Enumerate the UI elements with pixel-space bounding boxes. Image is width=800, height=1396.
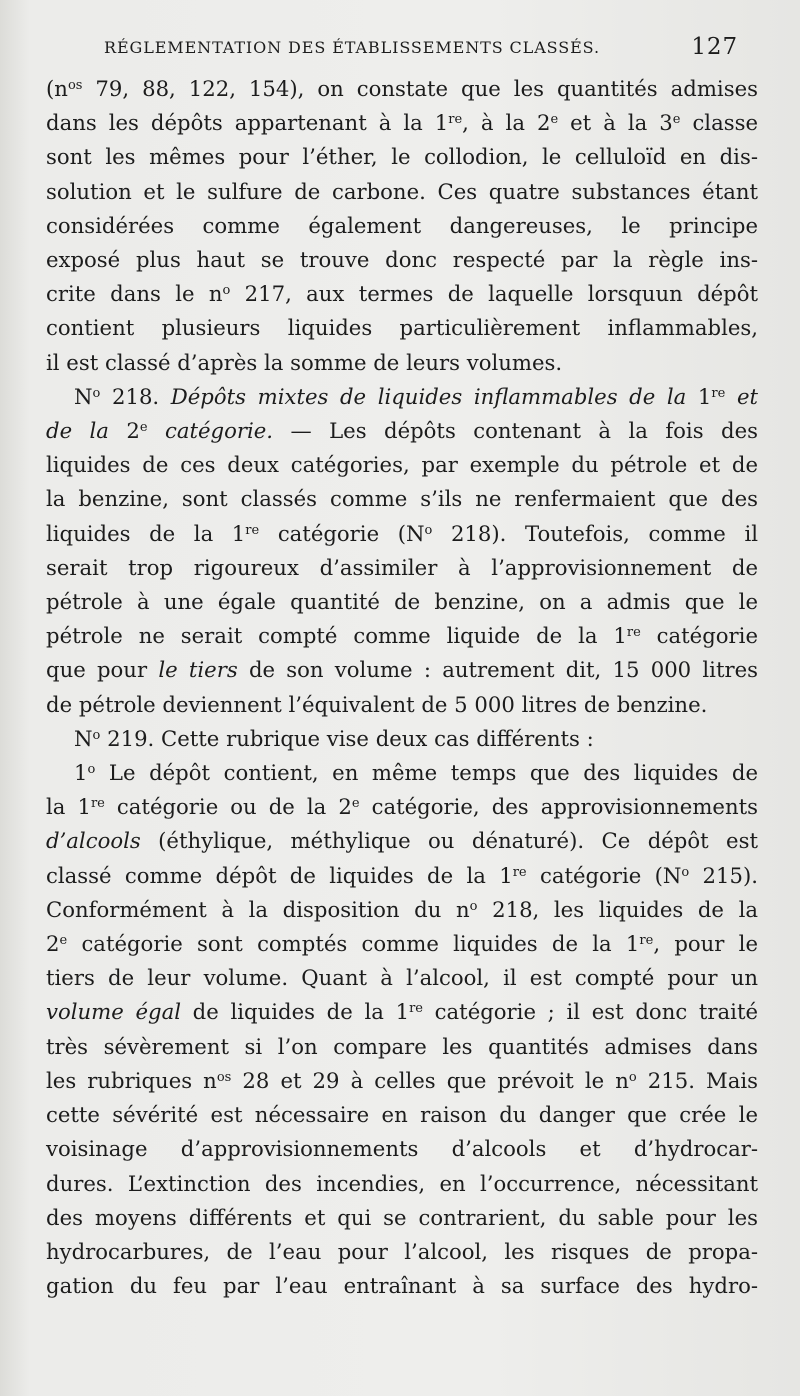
italic-text: le tiers: [158, 657, 238, 683]
text-run: catégorie ou de la 2: [104, 794, 352, 820]
text-line: [46, 277, 758, 311]
superscript: re: [512, 864, 527, 880]
text-line: [46, 995, 758, 1029]
text-line: [46, 927, 758, 961]
text-run: liquides de ces deux catégories, par exemple du pétrole et de: [46, 452, 758, 478]
superscript: e: [59, 933, 68, 949]
text-run: exposé plus haut se trouve donc respecté par la règle ins-: [46, 247, 758, 273]
text-run: 218, les liquides de la: [477, 896, 758, 922]
superscript: e: [550, 112, 559, 128]
text-run: gation du feu par l’eau entraînant à sa surface des hydro-: [46, 1273, 758, 1299]
text-line: [46, 209, 758, 243]
text-run: 215. Mais: [636, 1067, 759, 1093]
text-run: catégorie: [640, 623, 758, 649]
text-line: [46, 1201, 758, 1235]
superscript: o: [87, 762, 96, 778]
text-run: dans les dépôts appartenant à la 1: [46, 110, 449, 136]
text-run: catégorie ; il est donc traité: [422, 999, 759, 1025]
text-run: catégorie (N: [259, 520, 425, 546]
text-run: solution et le sulfure de carbone. Ces quatre substances étant: [46, 178, 758, 204]
text-run: contient plusieurs liquides particulièrement inflammables,: [46, 315, 758, 341]
superscript: re: [245, 522, 260, 538]
superscript: re: [90, 796, 105, 812]
superscript: o: [92, 385, 101, 401]
superscript: o: [681, 864, 690, 880]
text-run: catégorie sont comptés comme liquides de la 1: [67, 931, 640, 957]
superscript: re: [448, 112, 463, 128]
italic-text: d’alcools: [46, 828, 141, 854]
text-run: Conformément à la disposition du n: [46, 896, 470, 922]
text-run: classé comme dépôt de liquides de la 1: [46, 862, 513, 888]
text-run: 1: [74, 760, 88, 786]
text-run: 2: [46, 931, 60, 957]
text-run: tiers de leur volume. Quant à l’alcool, il est compté pour un: [46, 965, 758, 991]
text-run: N: [74, 725, 93, 751]
text-run: n: [54, 76, 68, 101]
text-line: [46, 1132, 758, 1166]
text-run: N: [74, 383, 93, 409]
text-line: [46, 346, 758, 380]
text-line: [46, 790, 758, 824]
text-run: Le dépôt contient, en même temps que des liquides de: [95, 760, 758, 786]
superscript: o: [469, 898, 478, 914]
text-line: [46, 517, 758, 551]
text-run: (éthylique, méthylique ou dénaturé). Ce dépôt est: [140, 828, 758, 854]
text-line: [46, 722, 758, 756]
superscript: e: [672, 112, 681, 128]
text-line: [46, 1064, 758, 1098]
text-line: [46, 243, 758, 277]
text-run: , à la 2: [462, 110, 551, 136]
text-run: 79, 88, 122, 154), on constate que les quantités admises: [82, 76, 758, 101]
text-run: crite dans le n: [46, 281, 223, 307]
text-run: classe: [680, 110, 758, 136]
text-run: très sévèrement si l’on compare les quantités admises dans: [46, 1033, 758, 1059]
superscript: e: [351, 796, 360, 812]
superscript: o: [424, 522, 433, 538]
text-run: de liquides de la 1: [180, 999, 410, 1025]
text-line: [46, 482, 758, 516]
text-run: des moyens différents et qui se contrarient, du sable pour les: [46, 1204, 758, 1230]
body-text: [46, 72, 758, 1303]
text-run: 28 et 29 à celles que prévoit le n: [231, 1067, 629, 1093]
text-run: et à la 3: [558, 110, 673, 136]
running-title: RÉGLEMENTATION DES ÉTABLISSEMENTS CLASSÉS.: [104, 38, 600, 57]
superscript: re: [626, 625, 641, 641]
italic-text: volume égal: [46, 999, 181, 1025]
text-line: [46, 688, 758, 722]
text-run: pétrole à une égale quantité de benzine, on a admis que le: [46, 589, 758, 615]
text-run: serait trop rigoureux d’assimiler à l’approvisionnement de: [46, 554, 758, 580]
text-run: catégorie, des approvisionnements: [359, 794, 759, 820]
text-run: hydrocarbures, de l’eau pour l’alcool, les risques de propa-: [46, 1238, 758, 1264]
text-run: que pour: [46, 657, 159, 683]
superscript: re: [639, 933, 654, 949]
text-run: 218). Toutefois, comme il: [432, 520, 758, 546]
running-header: [100, 34, 740, 64]
text-run: 218.: [100, 383, 171, 409]
text-run: voisinage d’approvisionnements d’alcools et d’hydrocar-: [46, 1136, 758, 1162]
superscript: re: [711, 385, 726, 401]
text-line: [46, 1235, 758, 1269]
text-run: (: [46, 76, 55, 101]
superscript: re: [409, 1001, 423, 1017]
text-line: [46, 1269, 758, 1303]
text-run: 215).: [689, 862, 758, 888]
text-line: [46, 1030, 758, 1064]
text-line: [46, 961, 758, 995]
text-run: 217, aux termes de laquelle lorsquun dépôt: [230, 281, 759, 307]
text-line: [46, 585, 758, 619]
superscript: o: [628, 1069, 637, 1085]
text-run: considérées comme également dangereuses, le principe: [46, 212, 758, 238]
text-run: il est classé d’après la somme de leurs volumes.: [46, 349, 563, 375]
text-run: la 1: [46, 794, 91, 820]
text-run: dures. L’extinction des incendies, en l’occurrence, nécessitant: [46, 1170, 758, 1196]
text-line: [46, 414, 758, 448]
page-number: 127: [691, 34, 738, 60]
text-run: 2: [126, 418, 140, 444]
superscript: o: [222, 283, 231, 299]
text-line: [46, 72, 758, 106]
text-line: [46, 893, 758, 927]
text-run: cette sévérité est nécessaire en raison du danger que crée le: [46, 1102, 758, 1128]
superscript: os: [67, 78, 83, 93]
text-line: [46, 824, 758, 858]
text-run: de son volume : autrement dit, 15 000 litres: [237, 657, 759, 683]
text-line: [46, 1167, 758, 1201]
text-run: catégorie (N: [526, 862, 682, 888]
text-run: les rubriques n: [46, 1067, 217, 1093]
text-line: [46, 756, 758, 790]
text-line: [46, 448, 758, 482]
text-line: [46, 619, 758, 653]
text-line: [46, 380, 758, 414]
text-run: 1: [697, 383, 712, 409]
text-line: [46, 1098, 758, 1132]
text-line: [46, 859, 758, 893]
italic-text: catégorie.: [147, 418, 274, 444]
text-line: [46, 551, 758, 585]
text-run: sont les mêmes pour l’éther, le collodion, le celluloïd en dis-: [46, 144, 758, 170]
text-run: pétrole ne serait compté comme liquide de la 1: [46, 623, 627, 649]
italic-text: et: [725, 383, 758, 409]
text-line: [46, 653, 758, 687]
text-line: [46, 175, 758, 209]
text-line: [46, 140, 758, 174]
text-line: [46, 311, 758, 345]
superscript: os: [216, 1069, 232, 1085]
superscript: e: [139, 420, 148, 436]
text-run: 219. Cette rubrique vise deux cas différents :: [100, 725, 594, 751]
text-run: — Les dépôts contenant à la fois des: [273, 418, 758, 444]
text-run: liquides de la 1: [46, 520, 246, 546]
text-run: de pétrole deviennent l’équivalent de 5 000 litres de benzine.: [46, 691, 708, 717]
superscript: o: [92, 727, 101, 743]
italic-text: de la: [46, 418, 127, 444]
text-run: , pour le: [653, 931, 758, 957]
italic-text: Dépôts mixtes de liquides inflammables de la: [170, 383, 698, 409]
text-line: [46, 106, 758, 140]
text-run: la benzine, sont classés comme s’ils ne renfermaient que des: [46, 486, 758, 512]
